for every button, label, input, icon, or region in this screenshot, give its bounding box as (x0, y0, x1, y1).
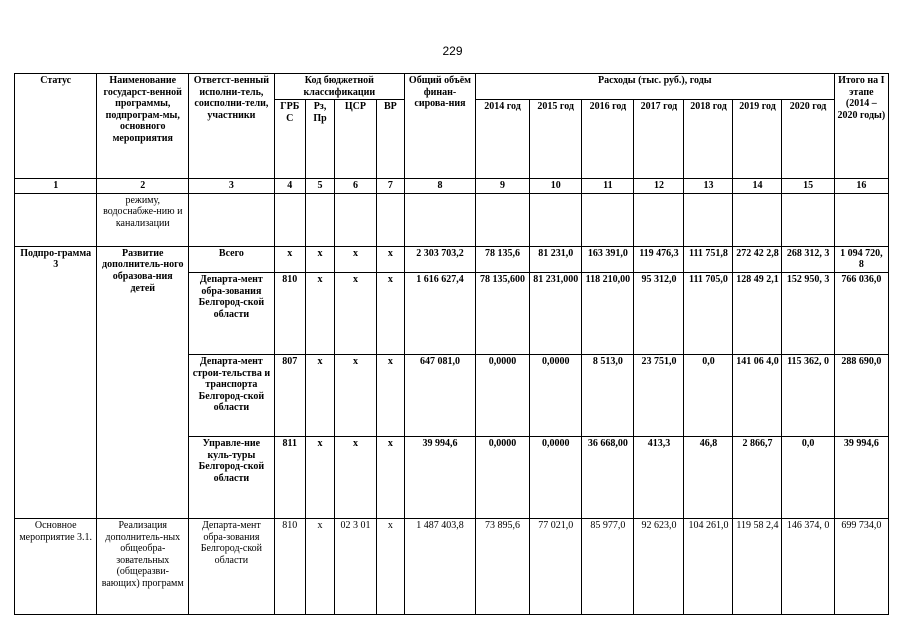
main-event-status: Основное мероприятие 3.1. (15, 518, 97, 614)
table-row (15, 246, 889, 272)
subprogram-name: Развитие дополнитель-ного образова-ния детей (97, 246, 189, 518)
col-number: 5 (305, 179, 334, 194)
col-number: 16 (834, 179, 888, 194)
row-2015: 77 021,0 (530, 518, 582, 614)
col-number: 14 (733, 179, 782, 194)
header-year-2017: 2017 год (634, 100, 684, 179)
header-year-2014: 2014 год (475, 100, 529, 179)
header-rzpr: Рз, Пр (305, 100, 334, 179)
row-2016: 8 513,0 (582, 354, 634, 436)
continuation-name: режиму, водоснабже-нию и канализации (97, 193, 189, 246)
col-number: 11 (582, 179, 634, 194)
col-number: 9 (475, 179, 529, 194)
row-csr: х (335, 246, 377, 272)
row-2015: 0,0000 (530, 436, 582, 518)
main-event-name: Реализация дополнитель-ных общеобра-зовательных (общеразви-вающих) программ (97, 518, 189, 614)
col-number: 13 (684, 179, 733, 194)
row-csr: х (335, 354, 377, 436)
row-total: 1 616 627,4 (405, 272, 476, 354)
row-2020: 146 374, 0 (782, 518, 834, 614)
col-number: 10 (530, 179, 582, 194)
row-2018: 111 751,8 (684, 246, 733, 272)
row-grbs: 810 (274, 518, 305, 614)
row-2019: 128 49 2,1 (733, 272, 782, 354)
row-2019: 272 42 2,8 (733, 246, 782, 272)
row-2014: 0,0000 (475, 354, 529, 436)
row-stage-total: 39 994,6 (834, 436, 888, 518)
header-budget-code: Код бюджетной классификации (274, 74, 404, 100)
row-2016: 118 210,00 (582, 272, 634, 354)
row-csr: 02 3 01 (335, 518, 377, 614)
row-2014: 78 135,6 (475, 246, 529, 272)
row-vr: х (376, 436, 404, 518)
col-number: 2 (97, 179, 189, 194)
col-number: 15 (782, 179, 834, 194)
col-number: 12 (634, 179, 684, 194)
table-row (15, 518, 889, 614)
row-2015: 0,0000 (530, 354, 582, 436)
row-total: 1 487 403,8 (405, 518, 476, 614)
row-2017: 119 476,3 (634, 246, 684, 272)
row-2017: 413,3 (634, 436, 684, 518)
row-total: 647 081,0 (405, 354, 476, 436)
column-number-row (15, 179, 889, 194)
row-stage-total: 288 690,0 (834, 354, 888, 436)
row-rzpr: х (305, 354, 334, 436)
header-vr: ВР (376, 100, 404, 179)
header-year-2020: 2020 год (782, 100, 834, 179)
header-stage-total: Итого на I этапе (2014 – 2020 годы) (834, 74, 888, 179)
row-2017: 95 312,0 (634, 272, 684, 354)
row-grbs: 811 (274, 436, 305, 518)
col-number: 1 (15, 179, 97, 194)
row-2014: 0,0000 (475, 436, 529, 518)
row-stage-total: 699 734,0 (834, 518, 888, 614)
row-2016: 163 391,0 (582, 246, 634, 272)
header-responsible: Ответст-венный исполни-тель, соисполни-тели, участники (189, 74, 275, 179)
row-rzpr: х (305, 246, 334, 272)
subprogram-status: Подпро-грамма 3 (15, 246, 97, 518)
row-csr: х (335, 272, 377, 354)
header-year-2016: 2016 год (582, 100, 634, 179)
header-name: Наименование государст-венной программы, подпрограм-мы, основного мероприятия (97, 74, 189, 179)
row-2017: 23 751,0 (634, 354, 684, 436)
row-vr: х (376, 354, 404, 436)
col-number: 7 (376, 179, 404, 194)
header-expenses: Расходы (тыс. руб.), годы (475, 74, 834, 100)
row-grbs: х (274, 246, 305, 272)
row-2019: 2 866,7 (733, 436, 782, 518)
col-number: 4 (274, 179, 305, 194)
row-grbs: 807 (274, 354, 305, 436)
header-year-2015: 2015 год (530, 100, 582, 179)
row-2016: 85 977,0 (582, 518, 634, 614)
row-rzpr: х (305, 436, 334, 518)
row-stage-total: 1 094 720, 8 (834, 246, 888, 272)
page-number: 229 (442, 44, 463, 58)
row-executor: Всего (189, 246, 275, 272)
row-2020: 152 950, 3 (782, 272, 834, 354)
header-total-volume: Общий объём финан-сирова-ния (405, 74, 476, 179)
row-2019: 119 58 2,4 (733, 518, 782, 614)
row-2014: 78 135,600 (475, 272, 529, 354)
row-total: 39 994,6 (405, 436, 476, 518)
col-number: 3 (189, 179, 275, 194)
row-vr: х (376, 518, 404, 614)
row-2017: 92 623,0 (634, 518, 684, 614)
row-executor: Департа-мент обра-зования Белгород-ской области (189, 272, 275, 354)
row-stage-total: 766 036,0 (834, 272, 888, 354)
row-vr: х (376, 246, 404, 272)
continuation-row (15, 193, 889, 246)
row-2020: 115 362, 0 (782, 354, 834, 436)
row-2015: 81 231,000 (530, 272, 582, 354)
row-2014: 73 895,6 (475, 518, 529, 614)
header-year-2018: 2018 год (684, 100, 733, 179)
row-rzpr: х (305, 518, 334, 614)
row-csr: х (335, 436, 377, 518)
row-2019: 141 06 4,0 (733, 354, 782, 436)
row-2018: 111 705,0 (684, 272, 733, 354)
row-2018: 104 261,0 (684, 518, 733, 614)
header-grbs: ГРБ С (274, 100, 305, 179)
header-year-2019: 2019 год (733, 100, 782, 179)
row-grbs: 810 (274, 272, 305, 354)
row-2020: 0,0 (782, 436, 834, 518)
row-2016: 36 668,00 (582, 436, 634, 518)
row-executor: Департа-мент обра-зования Белгород-ской области (189, 518, 275, 614)
row-executor: Управле-ние куль-туры Белгород-ской области (189, 436, 275, 518)
header-status: Статус (15, 74, 97, 179)
row-2018: 0,0 (684, 354, 733, 436)
row-executor: Департа-мент строи-тельства и транспорта Белгород-ской области (189, 354, 275, 436)
header-row-1 (15, 74, 889, 100)
row-2015: 81 231,0 (530, 246, 582, 272)
row-2020: 268 312, 3 (782, 246, 834, 272)
col-number: 6 (335, 179, 377, 194)
row-vr: х (376, 272, 404, 354)
col-number: 8 (405, 179, 476, 194)
row-total: 2 303 703,2 (405, 246, 476, 272)
header-csr: ЦСР (335, 100, 377, 179)
row-rzpr: х (305, 272, 334, 354)
budget-table (14, 73, 889, 615)
row-2018: 46,8 (684, 436, 733, 518)
